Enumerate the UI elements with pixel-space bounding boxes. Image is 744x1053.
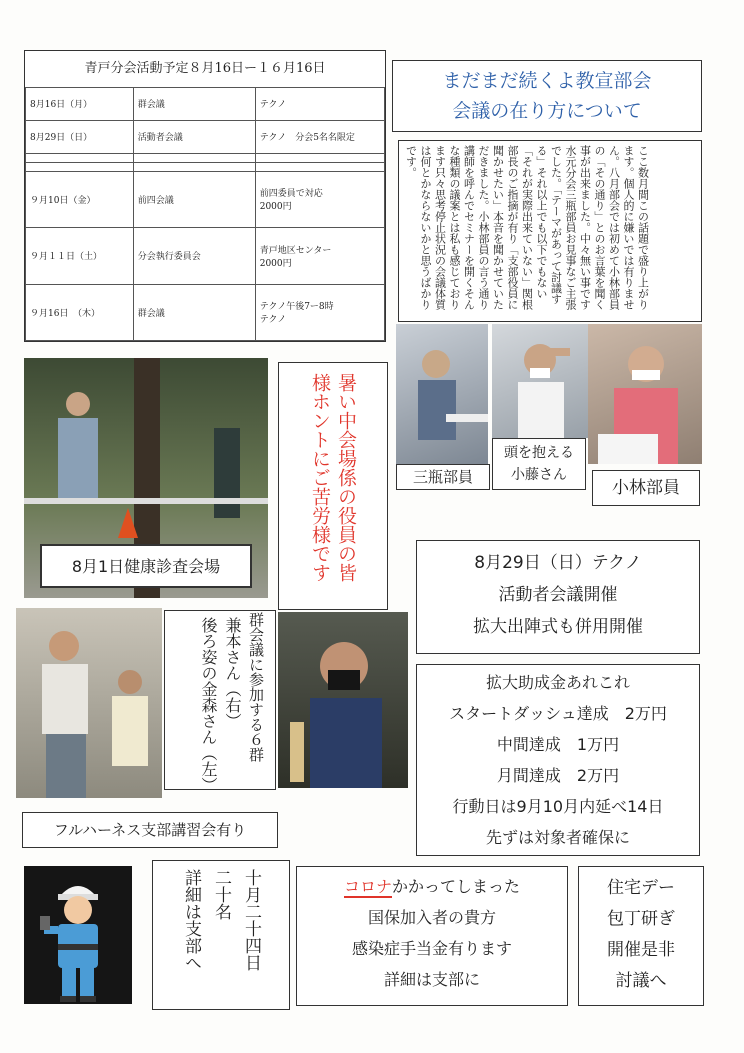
- worker-illustration-icon: [24, 866, 132, 1004]
- schedule-cell-event: 分会執行委員会: [133, 228, 255, 284]
- schedule-cell-place: テクノ午後7ー8時 テクノ: [255, 284, 384, 340]
- caption-kanemori-left: 後ろ姿の金森さん（左）: [199, 617, 218, 793]
- schedule-cell-date: ９月16日 （木）: [26, 284, 134, 340]
- caption-gunkaigi: 群会議に参加する６群: [247, 612, 265, 762]
- photo-kanemoto: [16, 608, 162, 798]
- schedule-cell-date: [26, 162, 134, 171]
- corona-line2: 国保加入者の貴方: [367, 908, 496, 927]
- photo-man-mask: [278, 612, 408, 788]
- grant-line-3: 月間達成 2万円: [496, 766, 620, 785]
- grant-line-1: スタートダッシュ達成 2万円: [449, 704, 667, 723]
- schedule-row: [26, 284, 385, 340]
- corona-line1: [297, 871, 567, 902]
- schedule-cell-date: 8月29日（日）: [26, 120, 134, 153]
- schedule-cell-event: 群会議: [133, 88, 255, 121]
- thanks-box: [278, 362, 388, 610]
- schedule-cell-place: 青戸地区センター 2000円: [255, 228, 384, 284]
- grant-title: 拡大助成金あれこれ: [485, 673, 630, 692]
- caption-sanpei: 三瓶部員: [396, 464, 490, 490]
- schedule-row: [26, 162, 385, 171]
- schedule-cell-place: テクノ: [255, 88, 384, 121]
- caption-kobayashi: 小林部員: [592, 470, 700, 506]
- caption-kofuji: 頭を抱える 小藤さん: [492, 438, 586, 490]
- housing-line-2: 包丁研ぎ: [607, 909, 675, 929]
- schedule-cell-place: テクノ 分会5名名限定: [255, 120, 384, 153]
- edu-title-line2: 会議の在り方について: [452, 100, 642, 122]
- grant-line-2: 中間達成 1万円: [496, 735, 620, 754]
- grant-box: [416, 664, 700, 856]
- photo-kobayashi: [588, 324, 702, 464]
- photo-kofuji: [492, 324, 588, 438]
- edu-text-box: [398, 140, 702, 322]
- housing-box: [578, 866, 704, 1006]
- schedule-row: [26, 153, 385, 162]
- schedule-row: [26, 88, 385, 121]
- schedule-cell-date: ９月１１日（土）: [26, 228, 134, 284]
- schedule-cell-event: 群会議: [133, 284, 255, 340]
- corona-line4: 詳細は支部に: [383, 970, 480, 989]
- photo-sanpei: [396, 324, 488, 464]
- schedule-table: [25, 87, 385, 341]
- schedule-cell-place: 前四委員で対応 2000円: [255, 171, 384, 227]
- meeting-box: [416, 540, 700, 654]
- meeting-line3: 拡大出陣式も併用開催: [473, 617, 643, 637]
- lecture-box: [152, 860, 290, 1010]
- schedule-cell-date: [26, 153, 134, 162]
- schedule-title: 青戸分会活動予定８月16日ー１６月16日: [84, 61, 326, 76]
- caption-health-check: 8月1日健康診査会場: [40, 544, 252, 588]
- schedule-cell-date: 8月16日（月）: [26, 88, 134, 121]
- schedule-cell-event: 活動者会議: [133, 120, 255, 153]
- lecture-detail: 詳細は支部へ: [181, 869, 201, 971]
- schedule-row: [26, 171, 385, 227]
- caption-fullharness: フルハーネス支部講習会有り: [22, 812, 278, 848]
- schedule-cell-event: [133, 162, 255, 171]
- corona-line1-rest: かかってしまった: [392, 877, 521, 896]
- gunkaigi-caption-wrap: [244, 612, 274, 792]
- meeting-line1: 8月29日（日）テクノ: [474, 553, 642, 573]
- corona-line3: 感染症手当金有ります: [351, 939, 512, 958]
- lecture-text: [176, 869, 266, 1003]
- corona-box: [296, 866, 568, 1006]
- thanks-text: 暑い中会場係の役員の皆様ホントにご苦労様です: [309, 373, 357, 582]
- caption-kanemori-kanemoto: [196, 617, 244, 793]
- grant-line-5: 先ずは対象者確保に: [485, 828, 630, 847]
- meeting-line2: 活動者会議開催: [498, 585, 618, 605]
- schedule-row: [26, 228, 385, 284]
- schedule-cell-event: [133, 153, 255, 162]
- housing-line-3: 開催是非: [607, 940, 675, 960]
- schedule-cell-event: 前四会議: [133, 171, 255, 227]
- schedule-cell-date: ９月10日（金）: [26, 171, 134, 227]
- edu-title-line1: まだまだ続くよ教宣部会: [442, 70, 652, 92]
- schedule-row: [26, 120, 385, 153]
- schedule-cell-place: [255, 162, 384, 171]
- grant-line-4: 行動日は9月10月内延べ14日: [452, 797, 664, 816]
- edu-text: ここ数月間この話題で盛り上がります。個人的に嫌いでは有りません。八月部会では初めて小林部員の「その通り」とのお言葉を聞く事が出来ました。中々無い事です水元分会三瓶部員お見事なご主張でした。「テーマがあって討議する」それ以上でも以下でもない「それが実際出来ていない」関根部長のご指摘が有り「支部役員に聞かせたい」本音を聞かせていただきました。小林部員の言う通り講師を呼んでセミナーを開くそんな種類の議案とは私も感じております只々思考停止状況の会議体質は何とかならないかと思うばかりです。: [404, 145, 650, 310]
- lecture-count: 二十名: [211, 869, 231, 920]
- schedule-table-box: [24, 50, 386, 342]
- corona-highlight: コロナ: [343, 877, 392, 896]
- schedule-cell-place: [255, 153, 384, 162]
- housing-line-1: 住宅デー: [607, 878, 675, 898]
- caption-kanemoto-right: 兼本さん（右）: [223, 617, 242, 729]
- housing-line-4: 討議へ: [615, 971, 667, 991]
- edu-title-box: [392, 60, 702, 132]
- lecture-date: 十月二十四日: [241, 869, 261, 971]
